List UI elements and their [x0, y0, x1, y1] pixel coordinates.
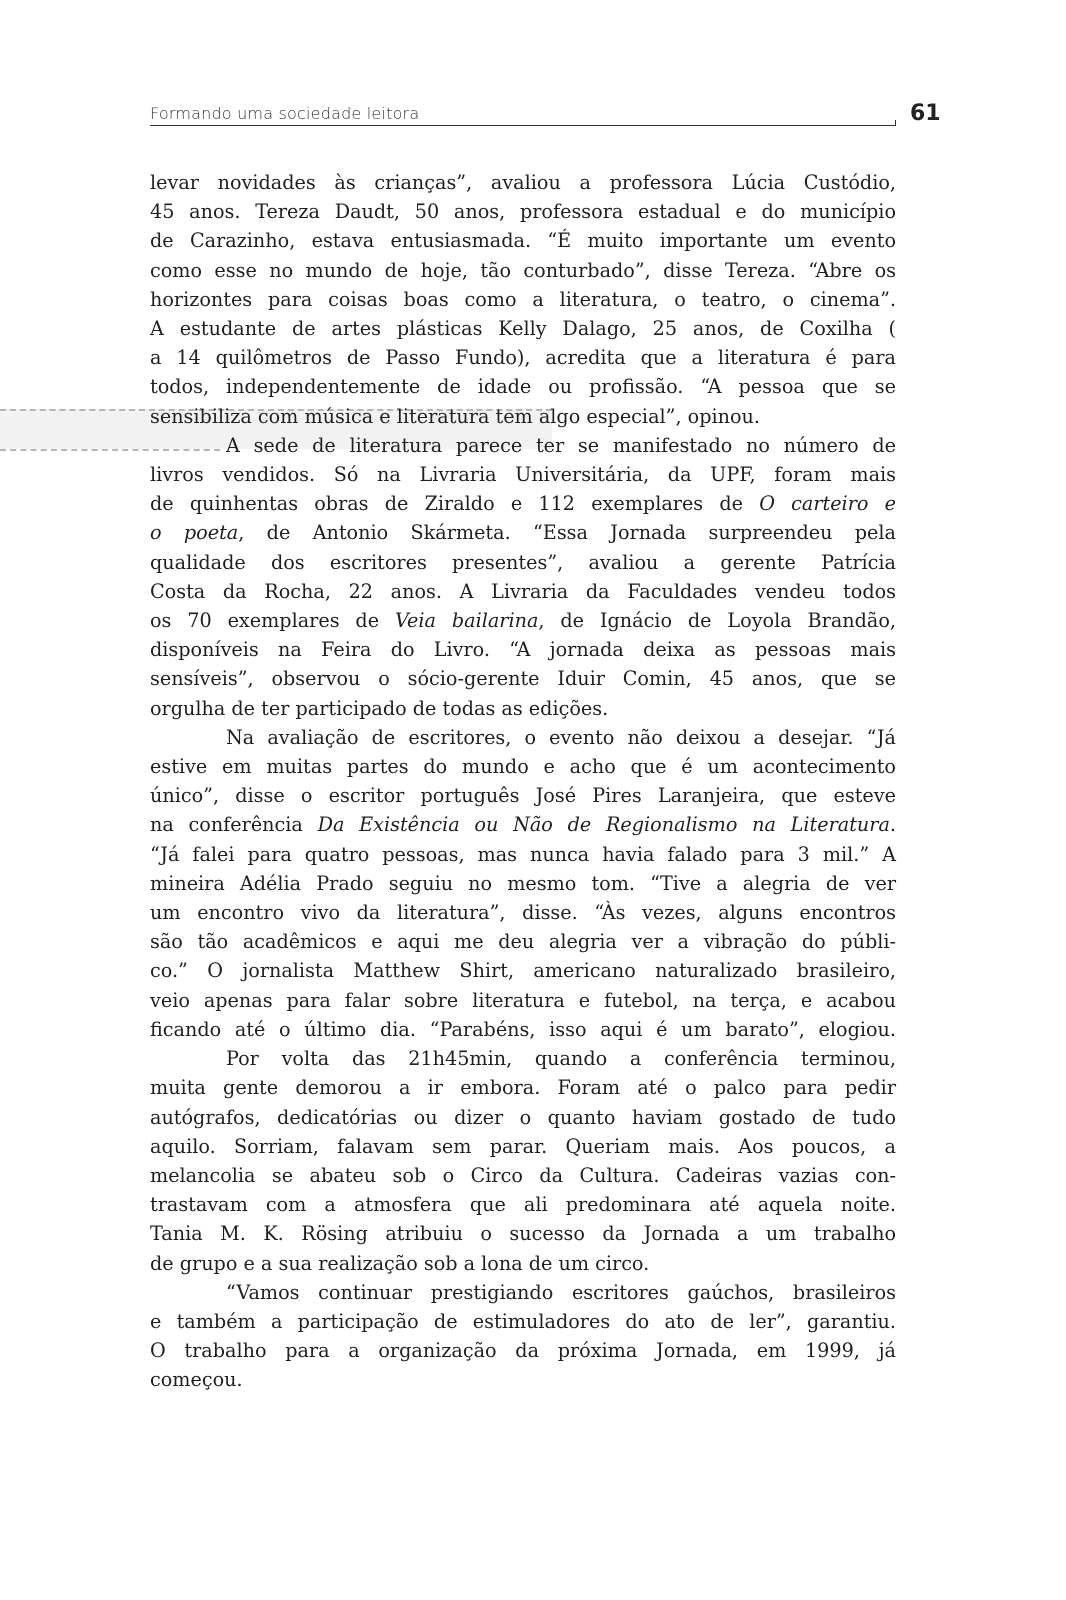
text-line: 45 anos. Tereza Daudt, 50 anos, professora estadual e do município	[150, 200, 896, 224]
italic-title: Da Existência ou Não de Regionalismo na Literatura	[317, 813, 890, 837]
text-line: muita gente demorou a ir embora. Foram até o palco para pedir	[150, 1076, 896, 1100]
text-line: disponíveis na Feira do Livro. “A jornada deixa as pessoas mais	[150, 638, 896, 662]
text-line: e também a participação de estimuladores do ato de ler”, garantiu.	[150, 1309, 896, 1333]
text-line: aquilo. Sorriam, falavam sem parar. Queriam mais. Aos poucos, a	[150, 1134, 896, 1158]
body-text	[150, 168, 896, 1395]
text-line	[150, 810, 896, 839]
text-line: A estudante de artes plásticas Kelly Dalago, 25 anos, de Coxilha (	[150, 317, 896, 341]
text-line: começou.	[150, 1368, 243, 1392]
text-line: um encontro vivo da literatura”, disse. “Às vezes, alguns encontros	[150, 901, 896, 925]
italic-title: O carteiro e	[759, 492, 896, 516]
text-line: único”, disse o escritor português José Pires Laranjeira, que esteve	[150, 784, 896, 808]
italic-title: o poeta	[150, 521, 239, 545]
text-line: sensíveis”, observou o sócio-gerente Iduir Comin, 45 anos, que se	[150, 667, 896, 691]
text-run: , de Antonio Skármeta. “Essa Jornada surpreendeu pela	[238, 521, 896, 545]
page-number: 61	[910, 101, 941, 126]
text-run: de quinhentas obras de Ziraldo e 112 exemplares de	[150, 492, 743, 516]
text-line: levar novidades às crianças”, avaliou a professora Lúcia Custódio,	[150, 171, 896, 194]
running-title: Formando uma sociedade leitora	[150, 104, 420, 123]
text-line: todos, independentemente de idade ou profissão. “A pessoa que se	[150, 375, 896, 399]
text-line	[150, 489, 896, 518]
text-line: Por volta das 21h45min, quando a conferência terminou,	[226, 1047, 896, 1071]
text-line: são tão acadêmicos e aqui me deu alegria ver a vibração do públi-	[150, 930, 896, 954]
text-line: orgulha de ter participado de todas as edições.	[150, 696, 609, 720]
text-line: O trabalho para a organização da próxima Jornada, em 1999, já	[150, 1339, 896, 1363]
text-line: livros vendidos. Só na Livraria Universitária, da UPF, foram mais	[150, 463, 896, 487]
text-run: os 70 exemplares de	[150, 609, 380, 633]
text-line: horizontes para coisas boas como a literatura, o teatro, o cinema”.	[150, 287, 896, 311]
italic-title: Veia bailarina	[394, 609, 539, 633]
text-line	[150, 606, 896, 635]
text-line: “Vamos continuar prestigiando escritores gaúchos, brasileiros	[226, 1280, 896, 1304]
text-line: ficando até o último dia. “Parabéns, isso aqui é um barato”, elogiou.	[150, 1017, 896, 1041]
text-line: “Já falei para quatro pessoas, mas nunca havia falado para 3 mil.” A	[150, 842, 896, 866]
text-line: A sede de literatura parece ter se manifestado no número de	[226, 433, 896, 457]
text-line: Costa da Rocha, 22 anos. A Livraria da Faculdades vendeu todos	[150, 579, 896, 603]
text-line: como esse no mundo de hoje, tão conturbado”, disse Tereza. “Abre os	[150, 258, 896, 282]
header-rule-tick	[895, 120, 896, 126]
text-run: , de Ignácio de Loyola Brandão,	[538, 609, 896, 633]
text-line: mineira Adélia Prado seguiu no mesmo tom. “Tive a alegria de ver	[150, 871, 896, 895]
text-line: veio apenas para falar sobre literatura e futebol, na terça, e acabou	[150, 988, 896, 1012]
text-line: estive em muitas partes do mundo e acho que é um acontecimento	[150, 755, 896, 779]
text-line: autógrafos, dedicatórias ou dizer o quanto haviam gostado de tudo	[150, 1105, 896, 1129]
text-line: melancolia se abateu sob o Circo da Cultura. Cadeiras vazias con-	[150, 1163, 896, 1187]
text-line: Tania M. K. Rösing atribuiu o sucesso da Jornada a um trabalho	[150, 1222, 896, 1246]
text-line	[150, 518, 896, 547]
text-line: de grupo e a sua realização sob a lona de um circo.	[150, 1251, 650, 1275]
text-line: sensibiliza com música e literatura tem algo especial”, opinou.	[150, 404, 760, 428]
text-run: .	[889, 813, 896, 837]
text-line: Na avaliação de escritores, o evento não deixou a desejar. “Já	[226, 725, 896, 749]
text-line: a 14 quilômetros de Passo Fundo), acredita que a literatura é para	[150, 346, 896, 370]
text-line: co.” O jornalista Matthew Shirt, americano naturalizado brasileiro,	[150, 959, 896, 983]
text-line: trastavam com a atmosfera que ali predominara até aquela noite.	[150, 1193, 896, 1217]
text-run: na conferência	[150, 813, 303, 837]
running-header	[150, 104, 896, 126]
text-line: de Carazinho, estava entusiasmada. “É muito importante um evento	[150, 229, 896, 253]
header-rule	[150, 125, 896, 126]
text-line: qualidade dos escritores presentes”, avaliou a gerente Patrícia	[150, 550, 896, 574]
